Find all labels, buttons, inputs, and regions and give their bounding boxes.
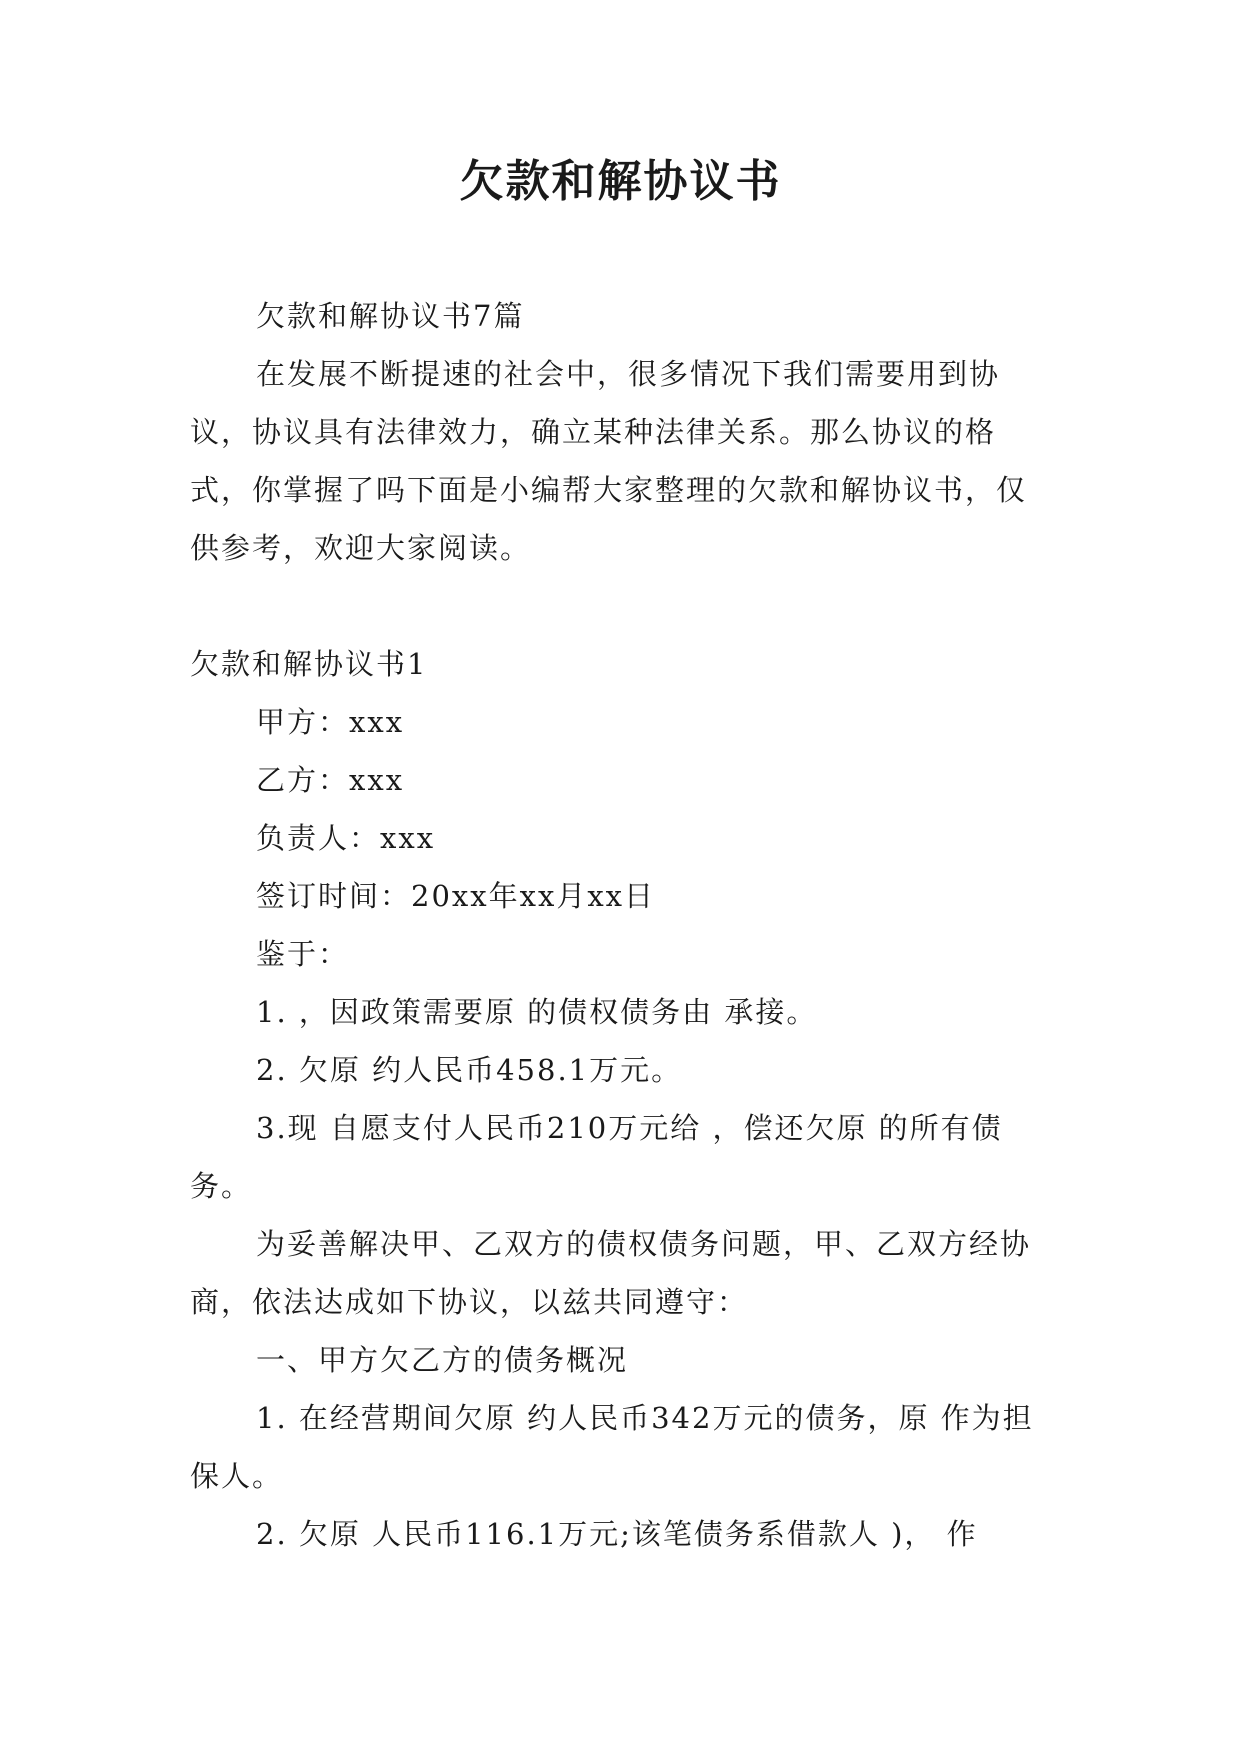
document-body xyxy=(190,287,1050,1563)
whereas-item-3: 3.现 自愿支付人民币210万元给 ，偿还欠原 的所有债务。 xyxy=(190,1111,1003,1203)
party-a-line: 甲方：xxx xyxy=(256,705,405,739)
paragraph-purpose: 为妥善解决甲、乙双方的债权债务问题，甲、乙双方经协商，依法达成如下协议，以兹共同遵守： xyxy=(190,1227,1032,1319)
whereas-heading: 鉴于： xyxy=(256,937,350,971)
paragraph-intro: 在发展不断提速的社会中，很多情况下我们需要用到协议，协议具有法律效力，确立某种法律关系。那么协议的格式，你掌握了吗下面是小编帮大家整理的欠款和解协议书，仅供参考，欢迎大家阅读。 xyxy=(190,357,1028,565)
signing-date-line: 签订时间：20xx年xx月xx日 xyxy=(256,879,656,913)
clause-1-item-1: 1. 在经营期间欠原 约人民币342万元的债务，原 作为担保人。 xyxy=(190,1401,1034,1493)
document-title: 欠款和解协议书 xyxy=(459,156,782,207)
clause-heading-1: 一、甲方欠乙方的债务概况 xyxy=(256,1343,629,1377)
whereas-item-1: 1. ，因政策需要原 的债权债务由 承接。 xyxy=(256,995,818,1029)
paragraph-intro-heading: 欠款和解协议书7篇 xyxy=(256,299,525,333)
section-heading-agreement-1: 欠款和解协议书1 xyxy=(190,647,428,681)
party-b-line: 乙方：xxx xyxy=(256,763,405,797)
responsible-person-line: 负责人：xxx xyxy=(256,821,436,855)
clause-1-item-2: 2. 欠原 人民币116.1万元;该笔债务系借款人 )， 作 xyxy=(256,1517,978,1551)
whereas-item-2: 2. 欠原 约人民币458.1万元。 xyxy=(256,1053,683,1087)
